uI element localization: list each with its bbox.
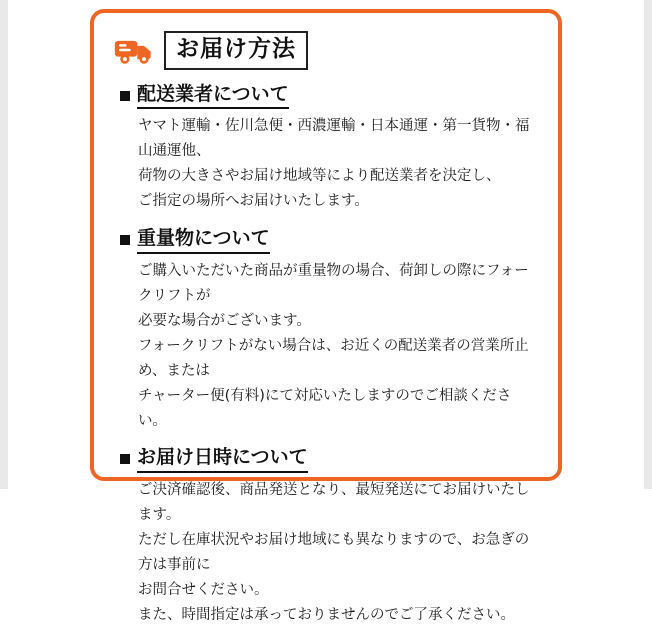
section-title: 配送業者について [137,82,289,110]
delivery-truck-icon [114,33,154,67]
section-body [138,259,540,434]
right-gutter [644,0,652,489]
body-line: ご決済確認後、商品発送となり、最短発送にてお届けいたします。 [138,482,530,524]
section-heavy-items [112,226,540,433]
section-delivery-datetime [112,445,540,627]
square-bullet-icon [120,91,130,101]
section-heading-row [120,445,540,473]
left-gutter [0,0,8,489]
body-line: フォークリフトがない場合は、お近くの配送業者の営業所止め、または [138,337,529,379]
body-line: 荷物の大きさやお届け地域等により配送業者を決定し、 [138,168,501,185]
section-title: 重量物について [137,226,270,254]
section-title: お届け日時について [137,445,308,473]
body-line: また、時間指定は承っておりませんのでご了承ください。 [138,606,515,623]
section-shipping-carrier [112,82,540,214]
body-line: 必要な場合がございます。 [138,312,311,329]
section-heading-row [120,82,540,110]
body-line: チャーター便(有料)にて対応いたしますのでご相談ください。 [138,387,512,429]
body-line: お問合せください。 [138,581,269,598]
body-line: ただし在庫状況やお届け地域にも異なりますので、お急ぎの方は事前に [138,532,530,573]
page-title: お届け方法 [164,31,308,70]
section-heading-row [120,226,540,254]
square-bullet-icon [120,454,130,464]
delivery-info-card [90,9,562,623]
body-line: ご購入いただいた商品が重量物の場合、荷卸しの際にフォークリフトが [138,262,529,304]
body-line: ヤマト運輸・佐川急便・西濃運輸・日本通運・第一貨物・福山通運他、 [138,118,530,160]
section-body [138,478,540,628]
section-body [138,114,540,214]
body-line: ご指定の場所へお届けいたします。 [138,193,369,210]
card-header [114,31,540,70]
square-bullet-icon [120,235,130,245]
